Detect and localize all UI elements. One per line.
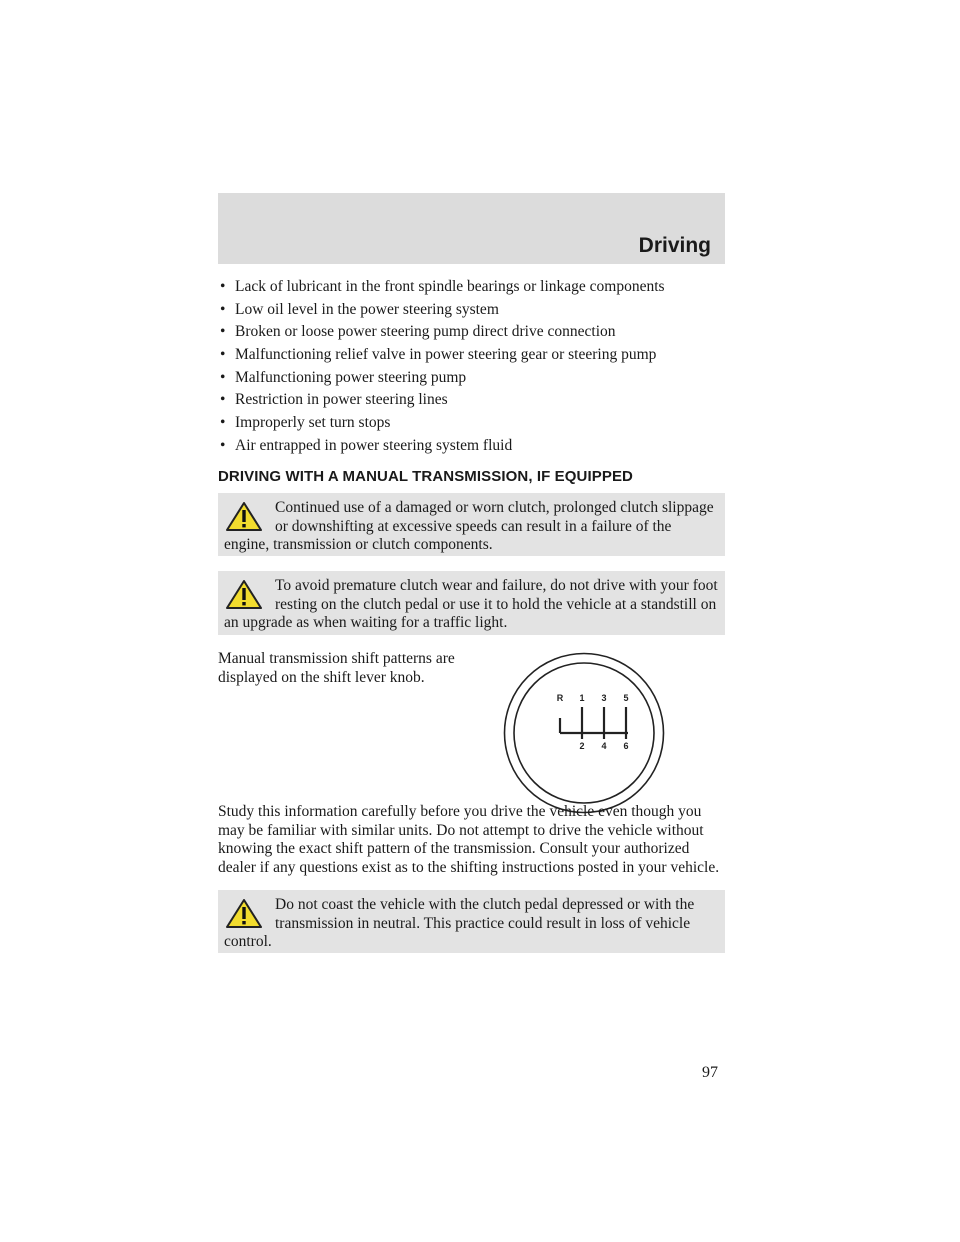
gear-label-6: 6 (623, 741, 629, 751)
gear-label-1: 1 (579, 693, 585, 703)
list-item: • Air entrapped in power steering system fluid (220, 436, 513, 454)
warning-box-coasting (218, 890, 725, 953)
list-item: • Broken or loose power steering pump direct drive connection (220, 323, 616, 341)
warning-icon (225, 579, 263, 610)
list-item: • Malfunctioning power steering pump (220, 368, 467, 386)
shift-knob-diagram (503, 652, 665, 814)
gear-label-4: 4 (601, 741, 607, 751)
page-number: 97 (702, 1064, 718, 1081)
shift-pattern-paragraph: Manual transmission shift patterns are displayed on the shift lever knob. (218, 650, 455, 686)
list-item: • Restriction in power steering lines (220, 391, 448, 409)
warning-box-clutch-wear (218, 571, 725, 635)
list-item: • Lack of lubricant in the front spindle bearings or linkage components (220, 278, 665, 295)
gear-label-2: 2 (579, 741, 585, 751)
warning-icon (225, 501, 263, 532)
header-band (218, 193, 725, 264)
gear-label-r: R (556, 693, 564, 703)
list-item: • Low oil level in the power steering system (220, 300, 499, 318)
warning-text: Continued use of a damaged or worn clutch, prolonged clutch slippage or downshifting at excessive speeds can result in a failure of the engine, transmission or clutch components. (224, 499, 714, 553)
warning-text: Do not coast the vehicle with the clutch pedal depressed or with the transmission in neutral. This practice could result in loss of vehicle control. (224, 896, 695, 950)
list-item: • Malfunctioning relief valve in power steering gear or steering pump (220, 346, 657, 364)
gear-label-3: 3 (601, 693, 607, 703)
study-paragraph: Study this information carefully before you drive the vehicle even though you may be familiar with similar units. Do not attempt to drive the vehicle without knowing the exact shift pattern of the transmission. Consult your authorized dealer if any questions exist as to the shifting instructions posted in your vehicle. (218, 803, 720, 876)
section-title: Driving (638, 234, 711, 257)
warning-icon (225, 898, 263, 929)
section-heading: DRIVING WITH A MANUAL TRANSMISSION, IF EQUIPPED (218, 468, 633, 485)
list-item: • Improperly set turn stops (220, 414, 391, 432)
bullet-list (218, 277, 738, 459)
gear-label-5: 5 (623, 693, 629, 703)
warning-box-clutch-damage (218, 493, 725, 556)
warning-text: To avoid premature clutch wear and failure, do not drive with your foot resting on the clutch pedal or use it to hold the vehicle at a standstill on an upgrade as when waiting for a traffic light. (224, 577, 718, 631)
